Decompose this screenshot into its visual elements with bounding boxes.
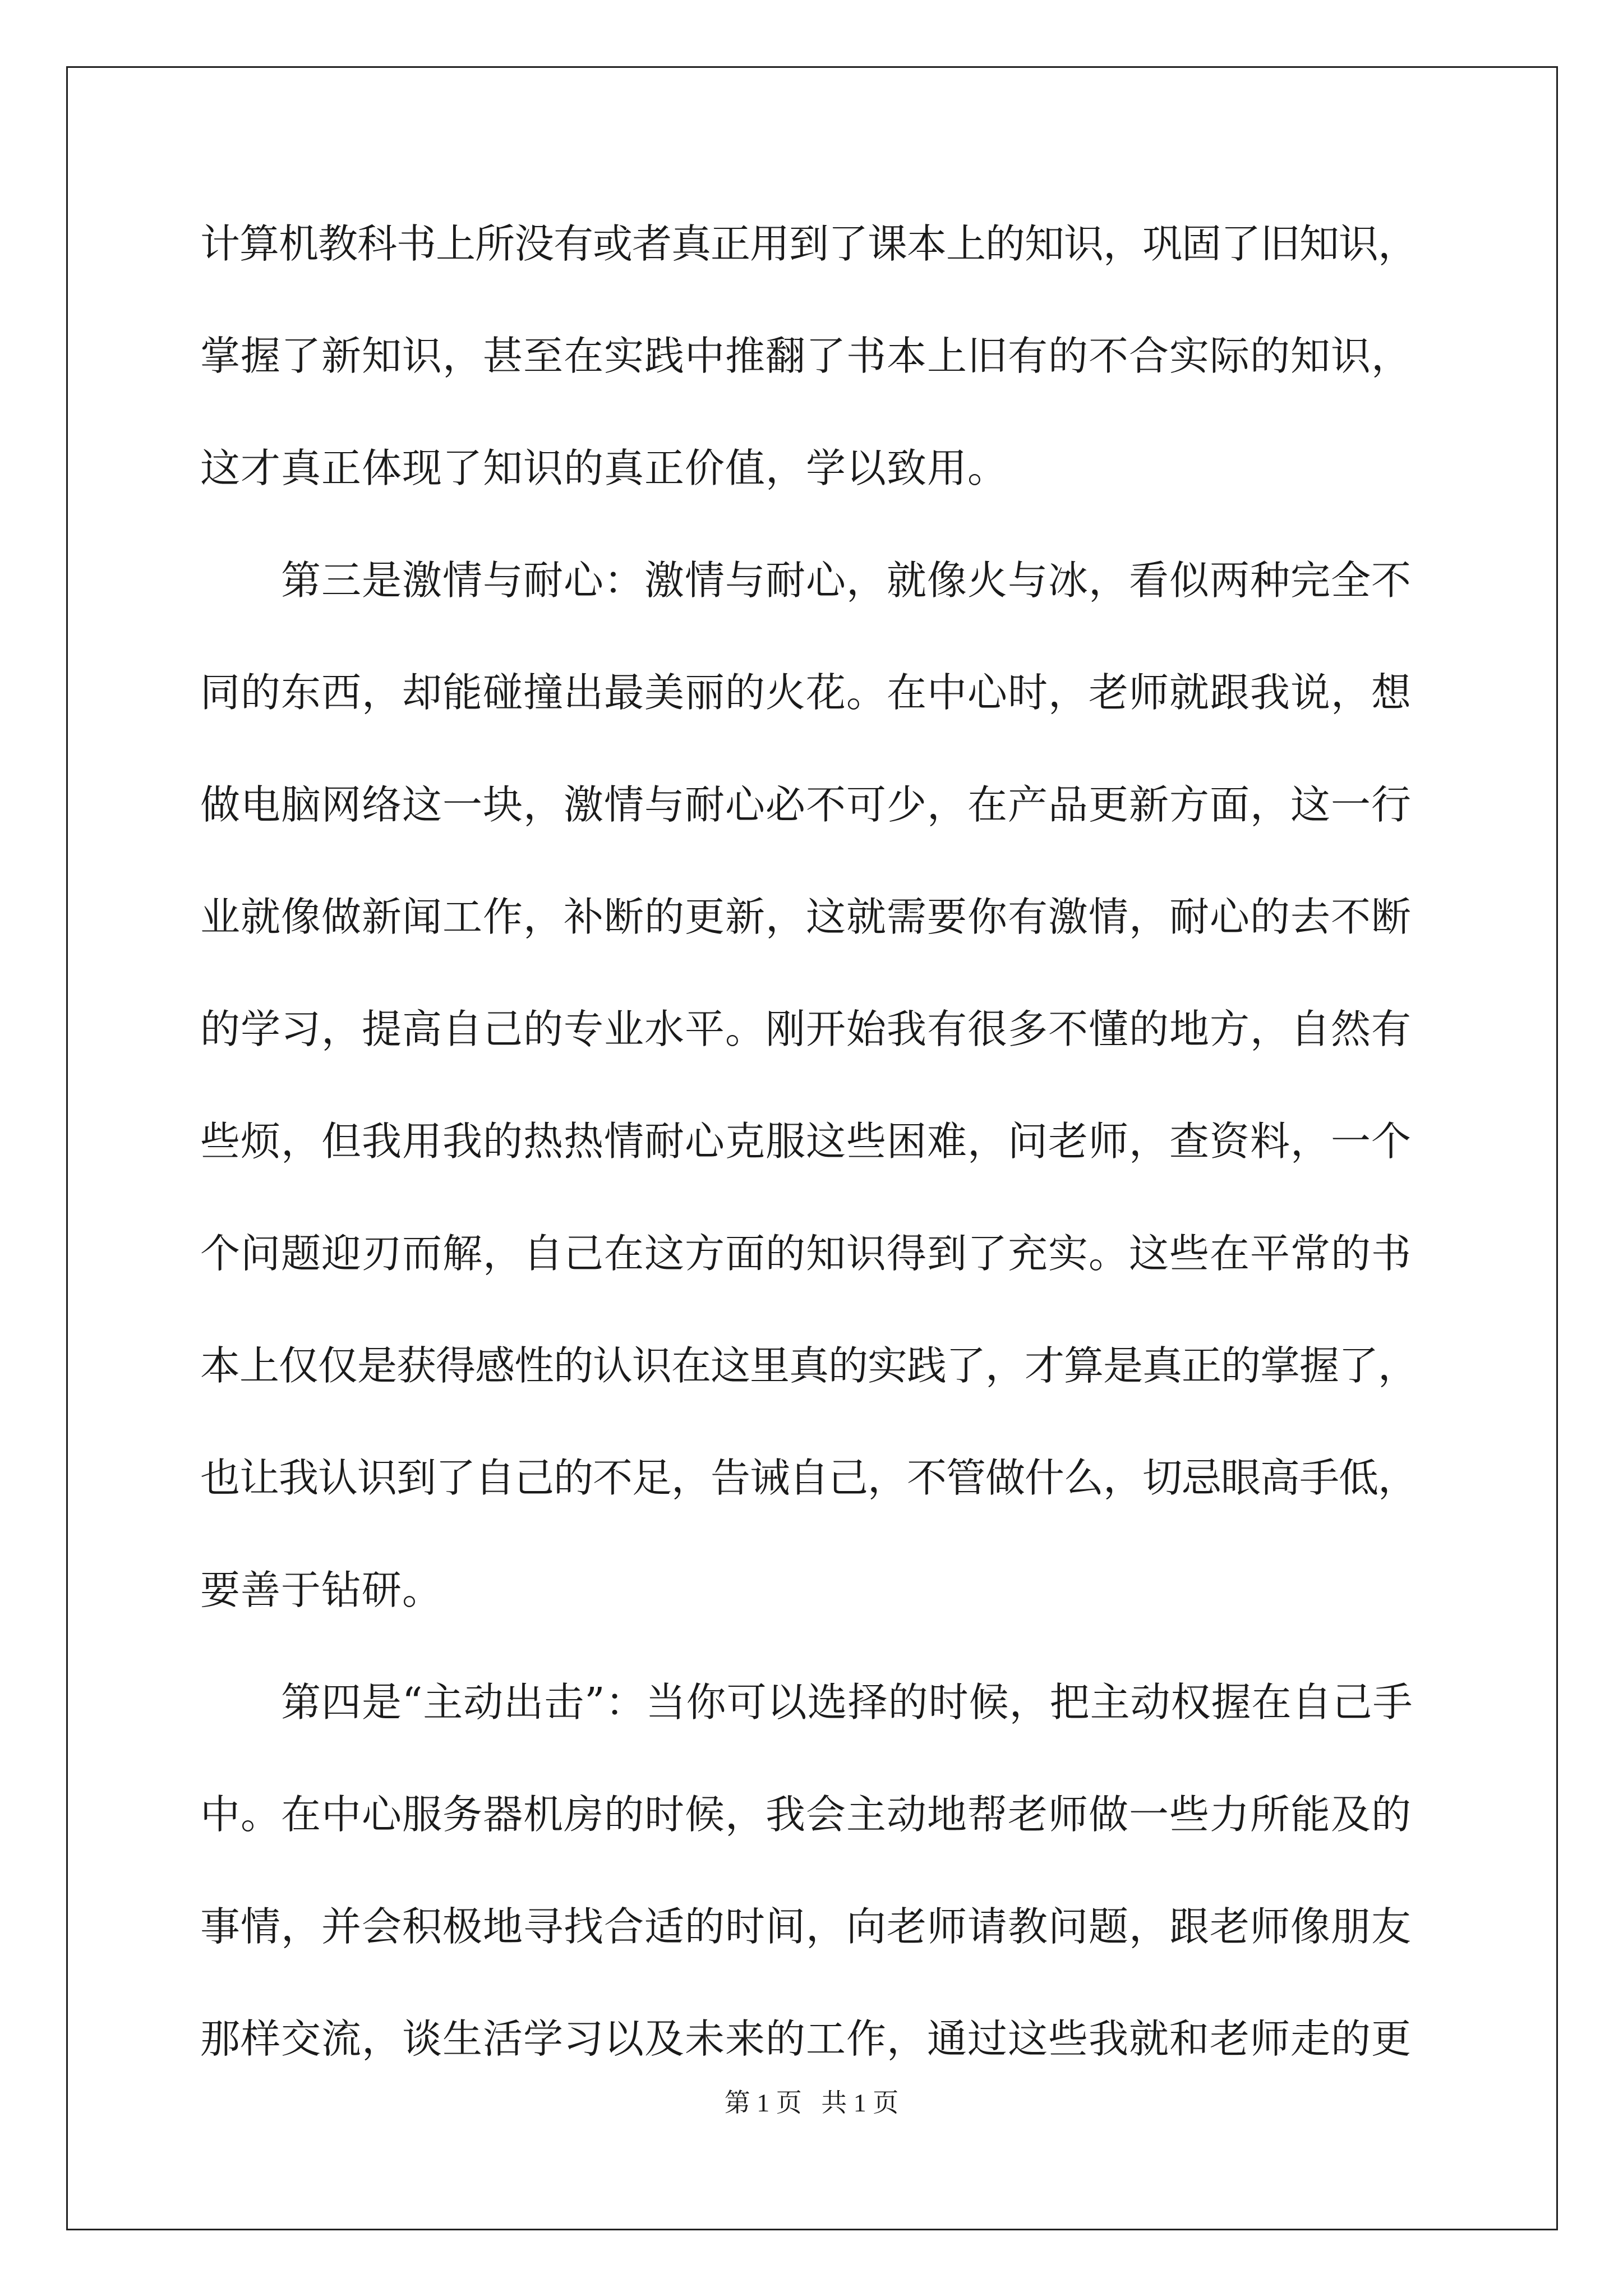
document-body: [200, 188, 1434, 2095]
text-line: 也让我认识到了自己的不足，告诫自己，不管做什么，切忌眼高手低，: [200, 1455, 1418, 1501]
text-line: 要善于钻研。: [200, 1567, 443, 1613]
text-line: 那样交流，谈生活学习以及未来的工作，通过这些我就和老师走的更: [200, 2016, 1412, 2062]
text-line: 事情，并会积极地寻找合适的时间，向老师请教问题，跟老师像朋友: [200, 1903, 1412, 1950]
text-line: 个问题迎刃而解，自己在这方面的知识得到了充实。这些在平常的书: [200, 1230, 1412, 1277]
text-line: 第三是激情与耐心：激情与耐心，就像火与冰，看似两种完全不: [200, 557, 1412, 604]
text-line: 做电脑网络这一块，激情与耐心必不可少，在产品更新方面，这一行: [200, 781, 1412, 828]
text-line: 计算机教科书上所没有或者真正用到了课本上的知识，巩固了旧知识，: [200, 220, 1418, 267]
text-line: 第四是“主动出击”：当你可以选择的时候，把主动权握在自己手: [200, 1679, 1413, 1726]
text-line: 掌握了新知识，甚至在实践中推翻了书本上旧有的不合实际的知识，: [200, 333, 1412, 379]
text-line: 同的东西，却能碰撞出最美丽的火花。在中心时，老师就跟我说，想: [200, 669, 1412, 716]
page-number-footer: 第 1 页 共 1 页: [724, 2088, 899, 2117]
text-line: 业就像做新闻工作，补断的更新，这就需要你有激情，耐心的去不断: [200, 894, 1412, 940]
text-line: 本上仅仅是获得感性的认识在这里真的实践了，才算是真正的掌握了，: [200, 1342, 1418, 1389]
text-line: 这才真正体现了知识的真正价值，学以致用。: [200, 445, 1008, 491]
text-line: 中。在中心服务器机房的时候，我会主动地帮老师做一些力所能及的: [200, 1791, 1412, 1838]
text-line: 的学习，提高自己的专业水平。刚开始我有很多不懂的地方，自然有: [200, 1006, 1412, 1052]
text-line: 些烦，但我用我的热热情耐心克服这些困难，问老师，查资料，一个: [200, 1118, 1412, 1165]
